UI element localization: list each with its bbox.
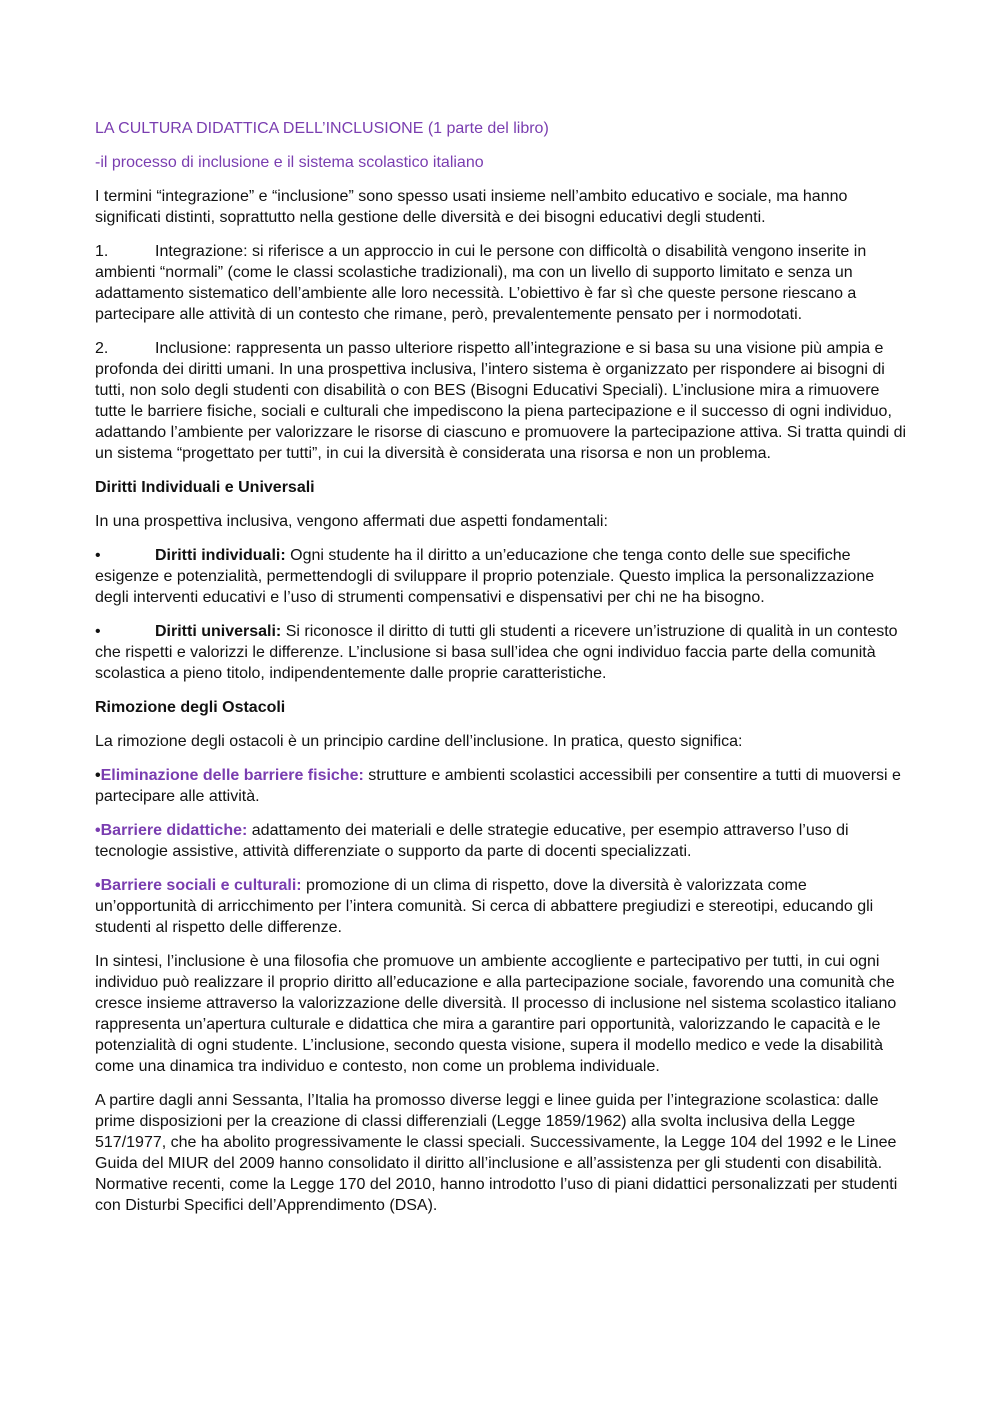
history-paragraph: A partire dagli anni Sessanta, l’Italia ha promosso diverse leggi e linee guida per l’integrazione scolastica: dalle prime disposizioni per la creazione di classi differenziali (Legge 1859/1962) alla svolta inclusiva della Legge 517/1977, che ha abolito progressivamente le classi speciali. Successivamente, la Legge 104 del 1992 e le Linee Guida del MIUR del 2009 hanno consolidato il diritto all’inclusione e all’assistenza per gli studenti con disabilità. Normative recenti, come la Legge 170 del 2010, hanno introdotto l’uso di piani didattici personalizzati per studenti con Disturbi Specifici dell’Apprendimento (DSA). [95,1092,898,1214]
bullet-marker: • [95,877,101,894]
numbered-item-text: Integrazione: si riferisce a un approccio in cui le persone con difficoltà o disabilità vengono inserite in ambienti “normali” (come le classi scolastiche tradizionali), ma con un livello di supporto limitato e senza un adattamento sistematico dell’ambiente alle loro necessità. L’obiettivo è far sì che queste persone riescano a partecipare alle attività di un contesto che rimane, però, prevalentemente pensato per i normodotati. [95,243,867,323]
bullet-label: Diritti individuali: [155,547,286,564]
section-intro-ostacoli: La rimozione degli ostacoli è un principio cardine dell’inclusione. In pratica, questo significa: [95,733,743,750]
bullet-label: Barriere didattiche: [100,822,248,839]
section-heading-diritti: Diritti Individuali e Universali [95,479,315,496]
section-intro-diritti: In una prospettiva inclusiva, vengono affermati due aspetti fondamentali: [95,513,608,530]
numbered-item-inclusione [95,338,907,464]
numbered-item-integrazione [95,241,907,325]
bullet-text: Ogni studente ha il diritto a un’educazione che tenga conto delle sue specifiche esigenze e potenzialità, permettendogli di sviluppare il proprio potenziale. Questo implica la personalizzazione degli interventi educativi e l’uso di strumenti compensativi e dispensativi per chi ne ha bisogno. [95,547,875,606]
bullet-item-barriere-didattiche [95,820,907,862]
bullet-label: Diritti universali: [155,623,282,640]
bullet-text: Si riconosce il diritto di tutti gli studenti a ricevere un’istruzione di qualità in un contesto che rispetti e valorizzi le differenze. L’inclusione si basa sull’idea che ogni individuo faccia parte della comunità scolastica a pieno titolo, indipendentemente dalle proprie caratteristiche. [95,623,898,682]
section-heading-ostacoli: Rimozione degli Ostacoli [95,699,286,716]
bullet-text: adattamento dei materiali e delle strategie educative, per esempio attraverso l’uso di tecnologie assistive, attività differenziate o supporto da parte di docenti specializzati. [95,822,849,860]
bullet-item-barriere-fisiche [95,765,907,807]
document-subtitle: -il processo di inclusione e il sistema scolastico italiano [95,154,484,171]
bullet-item-diritti-individuali [95,545,907,608]
numbered-item-text: Inclusione: rappresenta un passo ulteriore rispetto all’integrazione e si basa su una visione più ampia e profonda dei diritti umani. In una prospettiva inclusiva, l’intero sistema è organizzato per rispondere ai bisogni di tutti, non solo degli studenti con disabilità o con BES (Bisogni Educativi Speciali). L’inclusione mira a rimuovere tutte le barriere fisiche, sociali e culturali che impediscono la piena partecipazione e il successo di ogni individuo, adattando l’ambiente per valorizzare le risorse di ciascuno e promuovere la partecipazione attiva. Si tratta quindi di un sistema “progettato per tutti”, in cui la diversità è considerata una risorsa e non un problema. [95,340,907,462]
list-number: 2. [95,340,109,357]
bullet-marker: • [95,767,101,784]
bullet-marker: • [95,547,101,564]
bullet-marker: • [95,822,101,839]
bullet-item-diritti-universali [95,621,907,684]
bullet-text: promozione di un clima di rispetto, dove la diversità è valorizzata come un’opportunità di arricchimento per l’intera comunità. Si cerca di abbattere pregiudizi e stereotipi, educando gli studenti al rispetto delle differenze. [95,877,874,936]
document-title: LA CULTURA DIDATTICA DELL’INCLUSIONE (1 parte del libro) [95,120,549,137]
bullet-text: strutture e ambienti scolastici accessibili per consentire a tutti di muoversi e partecipare alle attività. [95,767,901,805]
conclusion-paragraph: In sintesi, l’inclusione è una filosofia che promuove un ambiente accogliente e partecipativo per tutti, in cui ogni individuo può realizzare il proprio diritto all’educazione e alla partecipazione sociale, favorendo una comunità che cresce insieme attraverso la valorizzazione delle diversità. Il processo di inclusione nel sistema scolastico italiano rappresenta un’apertura culturale e didattica che mira a garantire pari opportunità, valorizzando le capacità e le potenzialità di ogni studente. L’inclusione, secondo questa visione, supera il modello medico e vede la disabilità come una dinamica tra individuo e contesto, non come un problema individuale. [95,953,897,1075]
bullet-marker: • [95,623,101,640]
bullet-item-barriere-sociali [95,875,907,938]
intro-paragraph: I termini “integrazione” e “inclusione” sono spesso usati insieme nell’ambito educativo e sociale, ma hanno significati distinti, soprattutto nella gestione delle diversità e dei bisogni educativi degli studenti. [95,188,848,226]
bullet-label: Eliminazione delle barriere fisiche: [100,767,364,784]
bullet-label: Barriere sociali e culturali: [100,877,302,894]
list-number: 1. [95,243,109,260]
document-page [95,118,907,1229]
